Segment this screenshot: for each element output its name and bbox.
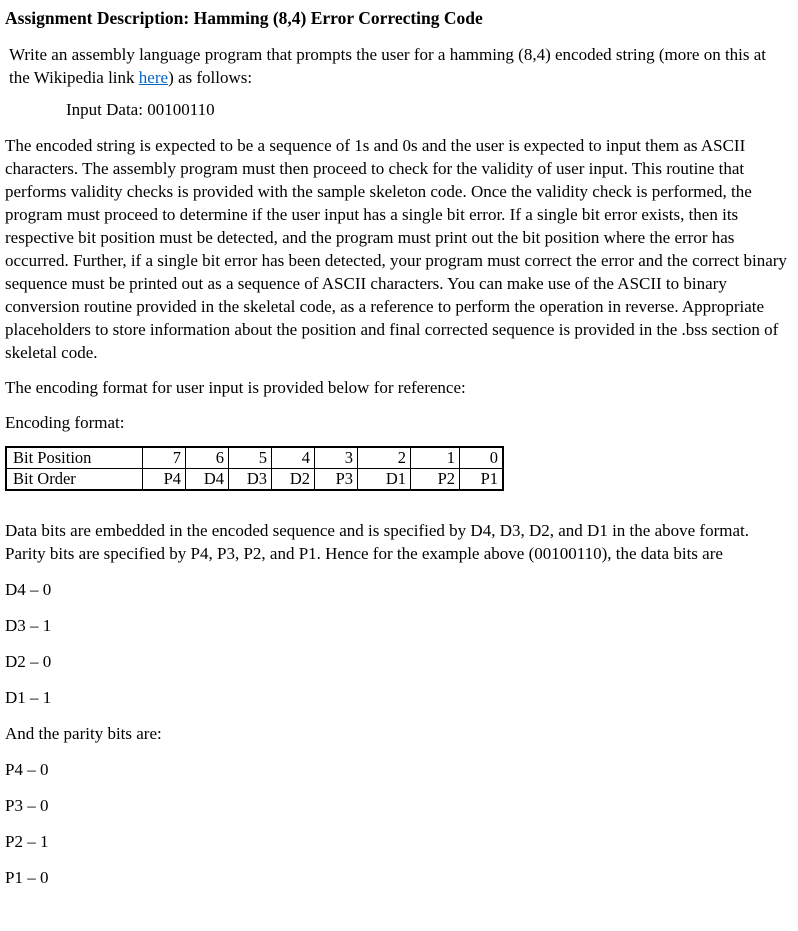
- table-cell: D3: [229, 469, 272, 491]
- table-cell: P1: [460, 469, 504, 491]
- parity-bit-p2: P2 – 1: [5, 832, 49, 851]
- row-label: Bit Position: [6, 447, 143, 469]
- table-cell: P3: [315, 469, 358, 491]
- table-cell: P4: [143, 469, 186, 491]
- input-data-example: Input Data: 00100110: [66, 100, 215, 119]
- parity-bit-p3: P3 – 0: [5, 796, 49, 815]
- table-cell: D2: [272, 469, 315, 491]
- parity-bit-p1: P1 – 0: [5, 868, 49, 887]
- table-cell: 7: [143, 447, 186, 469]
- data-bit-d3: D3 – 1: [5, 616, 52, 635]
- table-cell: 2: [358, 447, 411, 469]
- parity-bit-p4: P4 – 0: [5, 760, 49, 779]
- table-cell: 6: [186, 447, 229, 469]
- parity-bits-label: And the parity bits are:: [5, 724, 162, 743]
- table-cell: 3: [315, 447, 358, 469]
- wikipedia-link[interactable]: here: [138, 68, 169, 87]
- encoding-format-label: Encoding format:: [5, 413, 125, 432]
- intro-paragraph: [5, 43, 790, 89]
- data-bit-d4: D4 – 0: [5, 580, 52, 599]
- table-cell: 5: [229, 447, 272, 469]
- page-title: Assignment Description: Hamming (8,4) Error Correcting Code: [5, 8, 483, 28]
- encoding-format-table: [5, 446, 504, 491]
- table-cell: 1: [411, 447, 460, 469]
- row-label: Bit Order: [6, 469, 143, 491]
- bit-order-row: [6, 469, 503, 491]
- description-paragraph: The encoded string is expected to be a sequence of 1s and 0s and the user is expected to input them as ASCII characters. The assembly program must then proceed to check for the validity of user input. This routine that performs validity checks is provided with the sample skeleton code. Once the validity check is performed, the program must proceed to determine if the user input has a single bit error. If a single bit error exists, then its respective bit position must be detected, and the program must print out the bit position where the error has occurred. Further, if a single bit error has been detected, your program must correct the error and the correct binary sequence must be printed out as a sequence of ASCII characters. You can make use of the ASCII to binary conversion routine provided in the skeletal code, as a reference to perform the operation in reverse. Appropriate placeholders to store information about the position and final corrected sequence is provided in the .bss section of skeletal code.: [5, 136, 787, 362]
- data-bit-d2: D2 – 0: [5, 652, 52, 671]
- data-bit-d1: D1 – 1: [5, 688, 52, 707]
- intro-text-before: Write an assembly language program that prompts the user for a hamming (8,4) encoded string (more on this at the Wikipedia link: [9, 45, 767, 87]
- table-cell: D1: [358, 469, 411, 491]
- bit-position-row: [6, 447, 503, 469]
- table-cell: 0: [460, 447, 504, 469]
- table-cell: 4: [272, 447, 315, 469]
- table-cell: P2: [411, 469, 460, 491]
- data-bits-paragraph: Data bits are embedded in the encoded sequence and is specified by D4, D3, D2, and D1 in the above format. Parity bits are specified by P4, P3, P2, and P1. Hence for the example above (00100110), the data bits are: [5, 521, 749, 563]
- reference-line: The encoding format for user input is provided below for reference:: [5, 378, 466, 397]
- intro-text-after: ) as follows:: [168, 68, 253, 87]
- table-cell: D4: [186, 469, 229, 491]
